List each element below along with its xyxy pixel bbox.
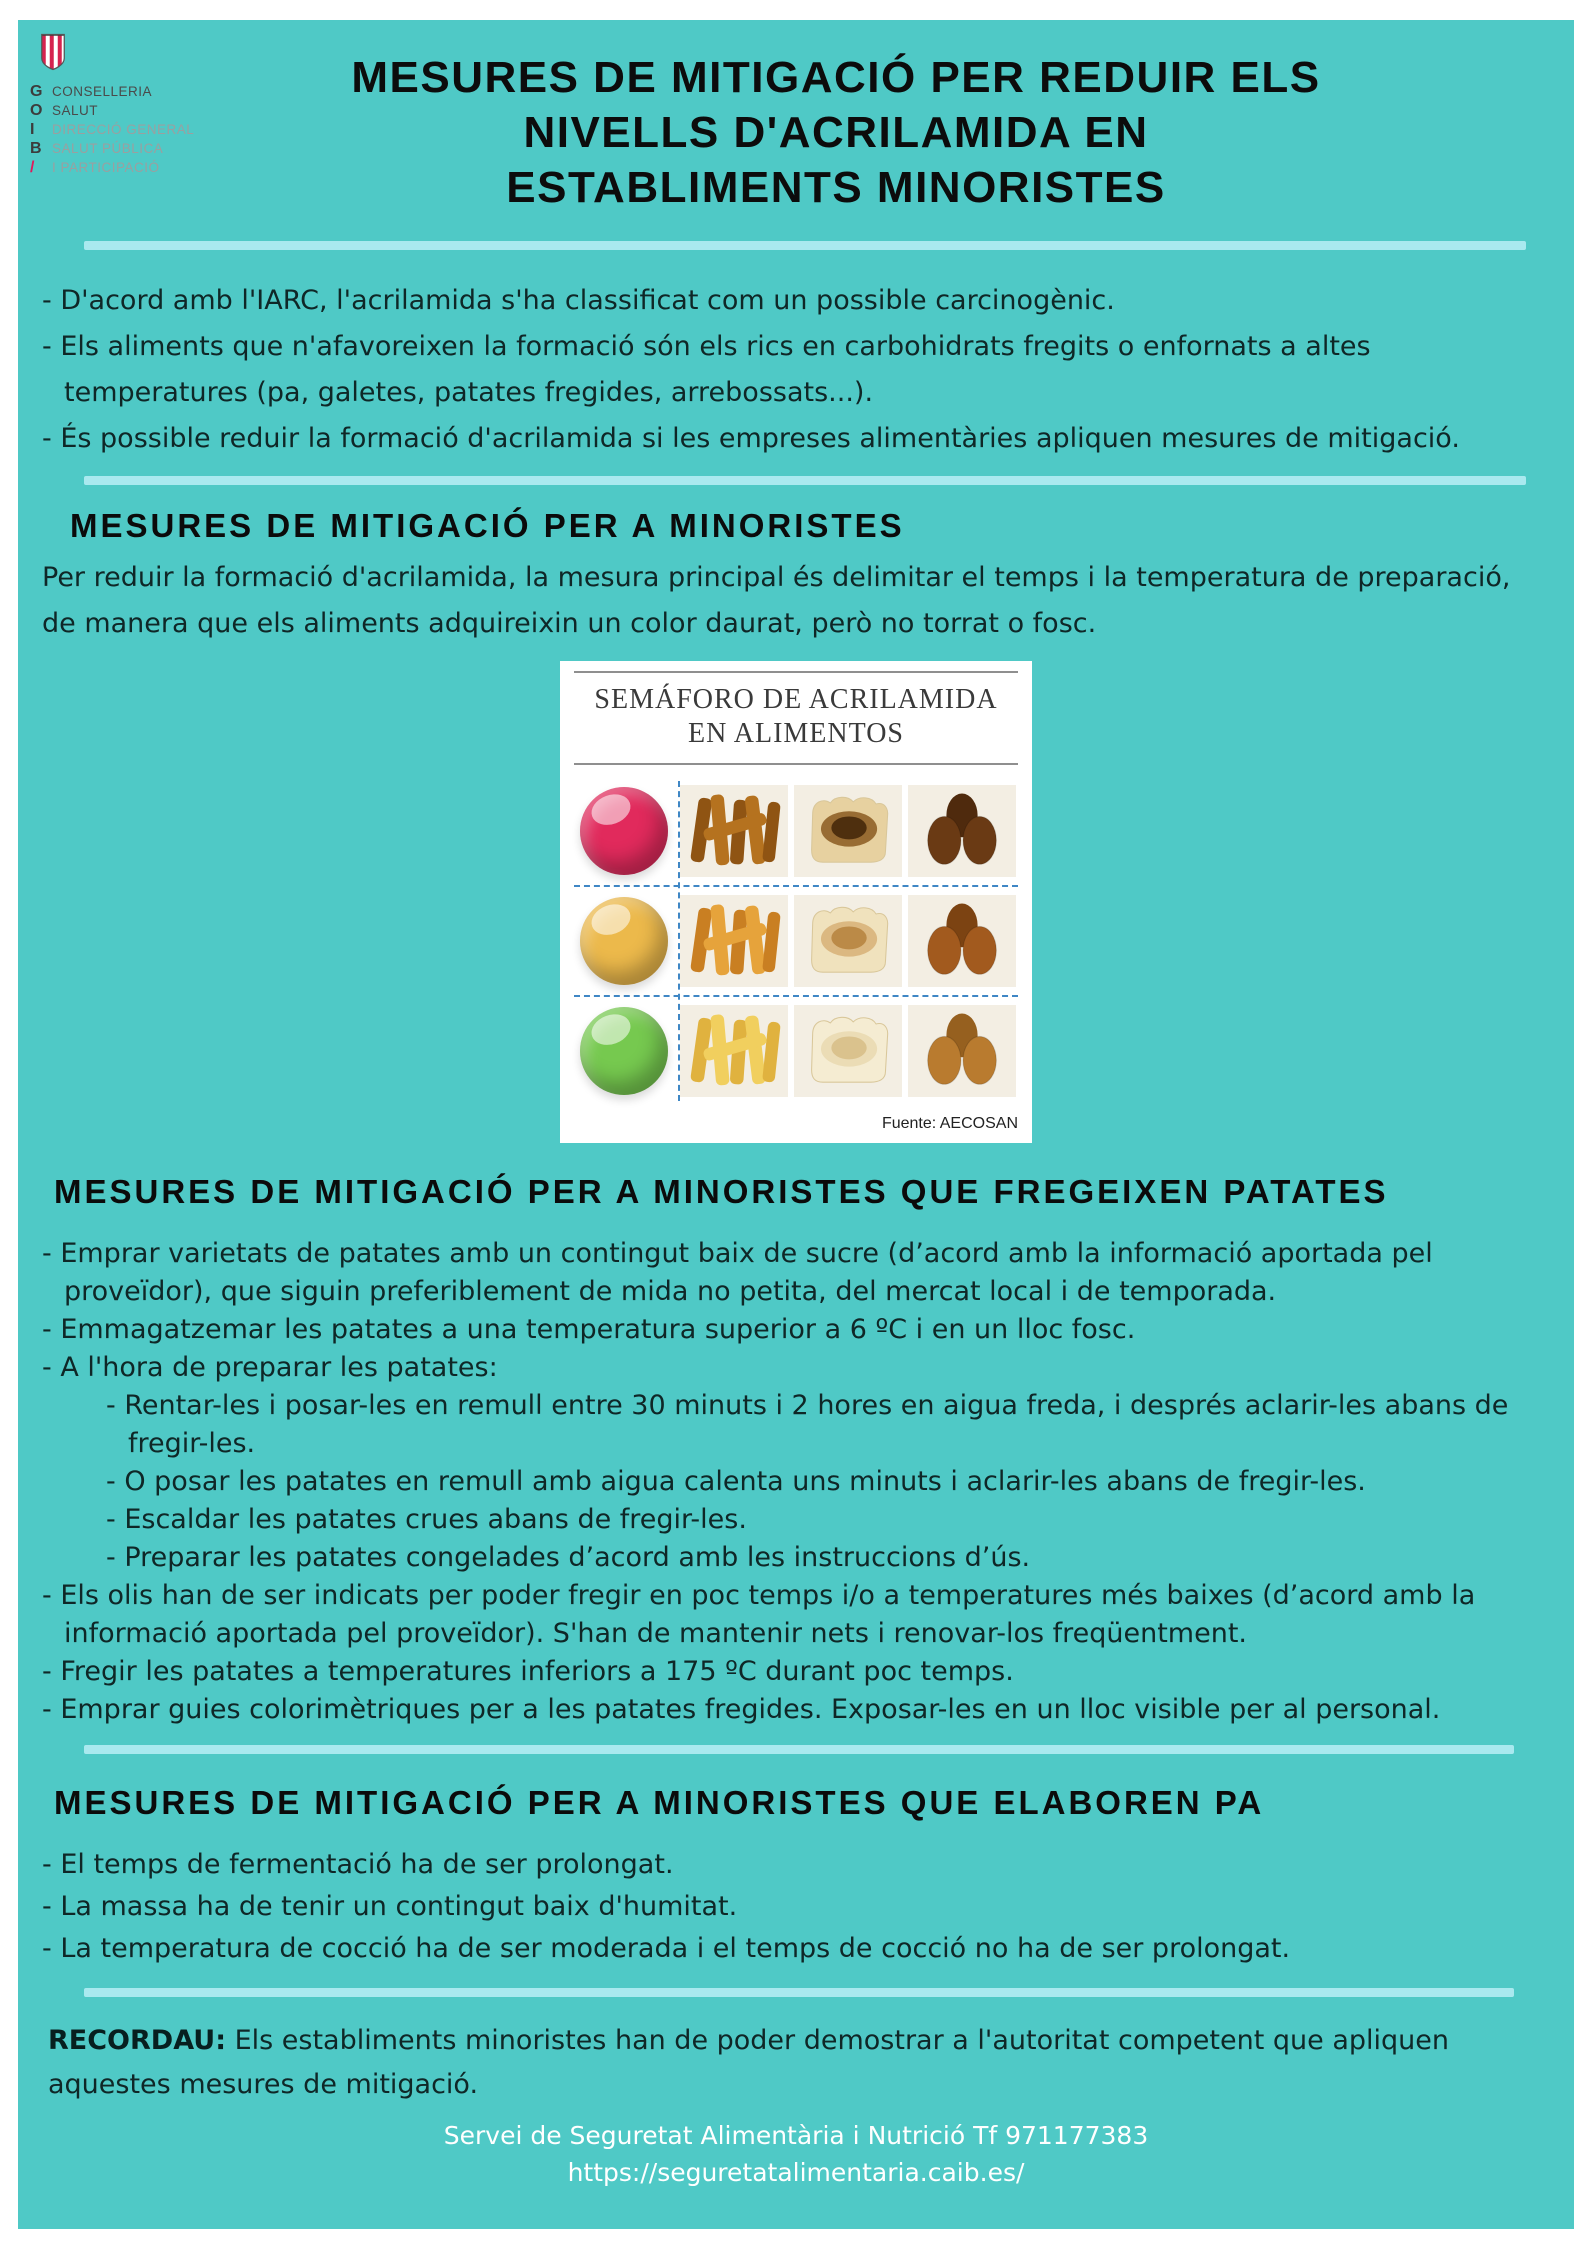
patates-sublist <box>106 1387 1548 1577</box>
recordau-label: RECORDAU: <box>48 2025 226 2056</box>
semaforo-title <box>574 671 1018 765</box>
patates-block <box>42 1235 1548 1729</box>
logo-label: I PARTICIPACIÓ <box>52 160 160 175</box>
recordau-note <box>48 2019 1518 2107</box>
toast-icon <box>794 1005 902 1097</box>
footer-url: https://seguretatalimentaria.caib.es/ <box>567 2158 1025 2187</box>
list-item: - Els aliments que n'afavoreixen la formació són els rics en carbohidrats fregits o enfornats a altes temperatures (pa, galetes, patates fregides, arrebossats...). <box>42 331 1371 408</box>
pa-list <box>42 1844 1548 1970</box>
title-line-2: NIVELLS D'ACRILAMIDA EN <box>523 108 1149 157</box>
section-heading-fregeixen-patates: MESURES DE MITIGACIÓ PER A MINORISTES QUE FREGEIXEN PATATES <box>54 1173 1389 1210</box>
poster-title <box>218 50 1454 215</box>
footer-service-line: Servei de Seguretat Alimentària i Nutrició Tf 971177383 <box>443 2121 1149 2150</box>
semaforo-title-line-1: SEMÁFORO DE ACRILAMIDA <box>594 684 998 715</box>
logo-row <box>30 120 260 139</box>
fries-icon <box>680 1005 788 1097</box>
logo-label: DIRECCIÓ GENERAL <box>52 122 195 137</box>
list-item: - Escaldar les patates crues abans de fregir-les. <box>106 1504 747 1535</box>
logo-letter: B <box>30 140 42 157</box>
list-item: - La massa ha de tenir un contingut baix d'humitat. <box>42 1891 738 1922</box>
fries-icon <box>680 895 788 987</box>
list-item: - Rentar-les i posar-les en remull entre 30 minuts i 2 hores en aigua freda, i després aclarir-les abans de fregir-les. <box>106 1390 1509 1459</box>
list-item: - Emprar guies colorimètriques per a les patates fregides. Exposar-les en un lloc visible per al personal. <box>42 1694 1441 1725</box>
section-divider <box>84 476 1526 485</box>
croquettes-icon <box>908 1005 1016 1097</box>
semaforo-card <box>560 661 1032 1143</box>
section-divider <box>84 1745 1514 1754</box>
croquettes-icon <box>908 895 1016 987</box>
pa-block <box>42 1844 1548 1970</box>
green-light-icon <box>580 1007 668 1095</box>
dashed-separator <box>678 781 680 1101</box>
toast-icon <box>794 785 902 877</box>
section-heading-elaboren-pa: MESURES DE MITIGACIÓ PER A MINORISTES QUE ELABOREN PA <box>54 1784 1265 1821</box>
title-line-3: ESTABLIMENTS MINORISTES <box>506 163 1166 212</box>
list-item: - A l'hora de preparar les patates: <box>42 1352 498 1383</box>
intro-list <box>42 278 1538 462</box>
section-divider <box>84 1988 1514 1997</box>
logo-row <box>30 139 260 158</box>
intro-block <box>42 278 1538 462</box>
senyera-shield-icon <box>38 32 68 72</box>
list-item: - Emprar varietats de patates amb un contingut baix de sucre (d’acord amb la informació aportada pel proveïdor), que siguin preferiblement de mida no petita, del mercat local i de temporada. <box>42 1238 1433 1307</box>
logo-label: SALUT <box>52 103 99 118</box>
minoristes-paragraph: Per reduir la formació d'acrilamida, la mesura principal és delimitar el temps i la temperatura de preparació, de manera que els aliments adquireixin un color daurat, però no torrat o fosc. <box>42 562 1511 639</box>
section-divider <box>84 241 1526 250</box>
logo-row <box>30 101 260 120</box>
list-item: - El temps de fermentació ha de ser prolongat. <box>42 1849 674 1880</box>
logo-slash-icon: / <box>30 159 35 176</box>
list-item: - Preparar les patates congelades d’acord amb les instruccions d’ús. <box>106 1542 1031 1573</box>
list-item: - Fregir les patates a temperatures inferiors a 175 ºC durant poc temps. <box>42 1656 1014 1687</box>
section-heading-minoristes: MESURES DE MITIGACIÓ PER A MINORISTES <box>70 507 905 544</box>
logo-label: SALUT PÚBLICA <box>52 141 164 156</box>
list-item: - És possible reduir la formació d'acrilamida si les empreses alimentàries apliquen mesures de mitigació. <box>42 423 1460 454</box>
semaforo-source: Fuente: AECOSAN <box>881 1115 1018 1132</box>
recordau-text: Els establiments minoristes han de poder demostrar a l'autoritat competent que apliquen aquestes mesures de mitigació. <box>48 2025 1450 2100</box>
semaforo-row-red <box>574 777 1018 885</box>
goib-logo <box>30 32 260 177</box>
fries-icon <box>680 785 788 877</box>
list-item: - Emmagatzemar les patates a una temperatura superior a 6 ºC i en un lloc fosc. <box>42 1314 1136 1345</box>
semaforo-row-amber <box>574 885 1018 995</box>
logo-letter: G <box>30 83 43 100</box>
list-item: - La temperatura de cocció ha de ser moderada i el temps de cocció no ha de ser prolongat. <box>42 1933 1291 1964</box>
title-line-1: MESURES DE MITIGACIÓ PER REDUIR ELS <box>351 53 1321 102</box>
list-item: - Els olis han de ser indicats per poder fregir en poc temps i/o a temperatures més baixes (d’acord amb la informació aportada pel proveïdor). S'han de mantenir nets i renovar-los freqüentment. <box>42 1580 1476 1649</box>
logo-row <box>30 158 260 177</box>
patates-list <box>42 1235 1548 1387</box>
red-light-icon <box>580 787 668 875</box>
logo-label: CONSELLERIA <box>52 84 153 99</box>
footer <box>18 2117 1574 2191</box>
teal-panel <box>18 20 1574 2229</box>
logo-letter: I <box>30 121 35 138</box>
patates-list-after <box>42 1577 1548 1729</box>
logo-row <box>30 82 260 101</box>
toast-icon <box>794 895 902 987</box>
semaforo-grid <box>574 777 1018 1105</box>
semaforo-row-green <box>574 995 1018 1105</box>
yellow-light-icon <box>580 897 668 985</box>
croquettes-icon <box>908 785 1016 877</box>
logo-letter: O <box>30 102 43 119</box>
semaforo-title-line-2: EN ALIMENTOS <box>687 718 905 749</box>
list-item: - D'acord amb l'IARC, l'acrilamida s'ha classificat com un possible carcinogènic. <box>42 285 1115 316</box>
list-item: - O posar les patates en remull amb aigua calenta uns minuts i aclarir-les abans de fregir-les. <box>106 1466 1366 1497</box>
